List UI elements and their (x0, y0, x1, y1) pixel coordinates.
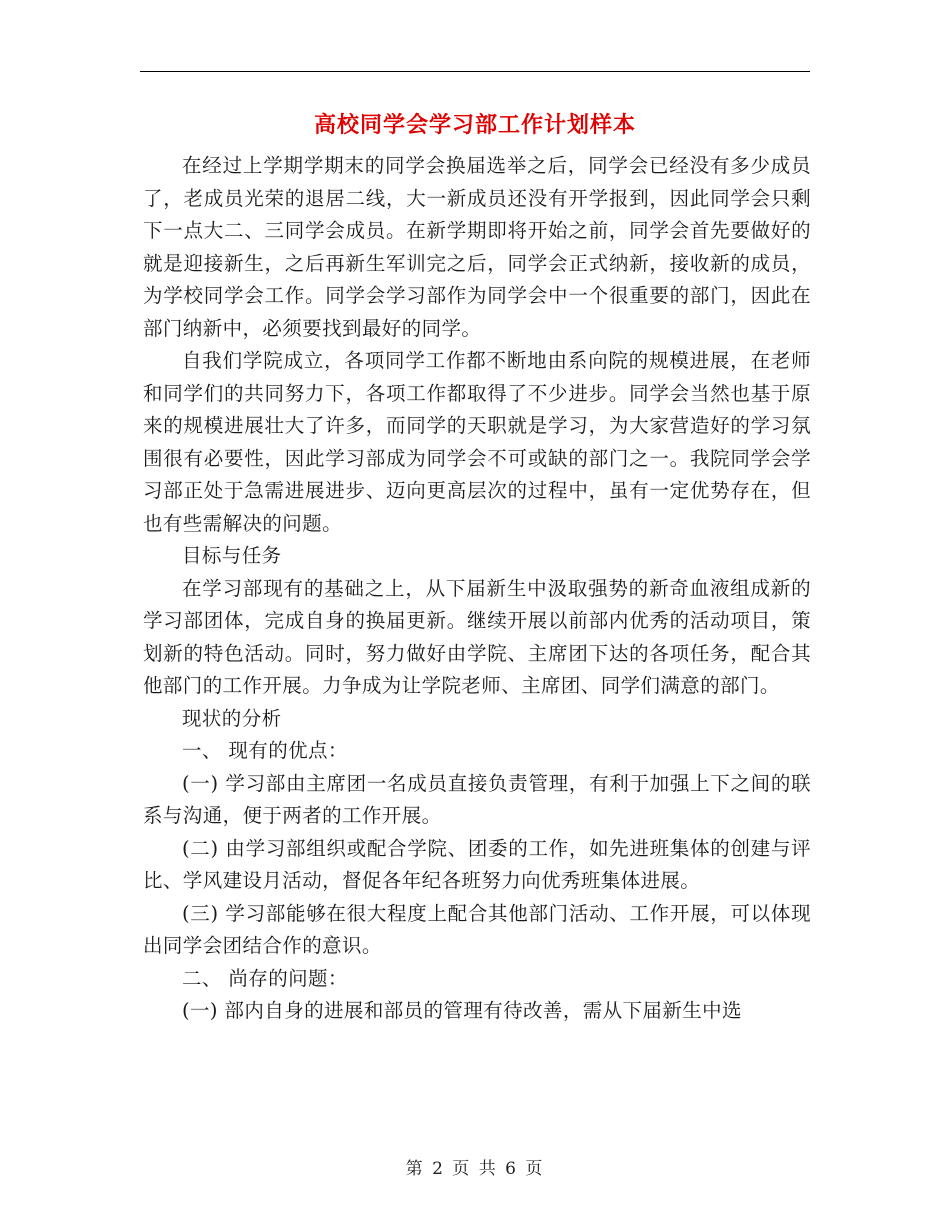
page-number-footer: 第 2 页 共 6 页 (405, 1159, 545, 1179)
paragraph: 在经过上学期学期末的同学会换届选举之后，同学会已经没有多少成员了，老成员光荣的退居二线，大一新成员还没有开学报到，因此同学会只剩下一点大二、三同学会成员。在新学期即将开始之前，同学会首先要做好的就是迎接新生，之后再新生军训完之后，同学会正式纳新，接收新的成员，为学校同学会工作。同学会学习部作为同学会中一个很重要的部门，因此在部门纳新中，必须要找到最好的同学。 (143, 154, 811, 340)
list-item: (一) 学习部由主席团一名成员直接负责管理，有利于加强上下之间的联系与沟通，便于两者的工作开展。 (143, 771, 811, 827)
list-item: (一) 部内自身的进展和部员的管理有待改善，需从下届新生中选 (182, 999, 742, 1022)
header-rule (140, 71, 810, 72)
paragraph: 在学习部现有的基础之上，从下届新生中汲取强势的新奇血液组成新的学习部团体，完成自身的换届更新。继续开展以前部内优秀的活动项目，策划新的特色活动。同时，努力做好由学院、主席团下达的各项任务，配合其他部门的工作开展。力争成为让学院老师、主席团、同学们满意的部门。 (143, 576, 811, 697)
list-heading: 二、 尚存的问题： (182, 966, 348, 990)
section-heading: 目标与任务 (182, 544, 282, 567)
paragraph: 自我们学院成立，各项同学工作都不断地由系向院的规模进展，在老师和同学们的共同努力下，各项工作都取得了不少进步。同学会当然也基于原来的规模进展壮大了许多，而同学的天职就是学习，为大家营造好的学习氛围很有必要性，因此学习部成为同学会不可或缺的部门之一。我院同学会学习部正处于急需进展进步、迈向更高层次的过程中，虽有一定优势存在，但也有些需解决的问题。 (143, 349, 811, 535)
section-heading: 现状的分析 (182, 706, 282, 730)
list-heading: 一、 现有的优点： (182, 739, 348, 762)
document-body (143, 150, 811, 1028)
list-item: (二) 由学习部组织或配合学院、团委的工作，如先进班集体的创建与评比、学风建设月活动，督促各年纪各班努力向优秀班集体进展。 (143, 836, 811, 892)
list-item: (三) 学习部能够在很大程度上配合其他部门活动、工作开展，可以体现出同学会团结合作的意识。 (143, 901, 811, 957)
document-title: 高校同学会学习部工作计划样本 (313, 113, 636, 138)
